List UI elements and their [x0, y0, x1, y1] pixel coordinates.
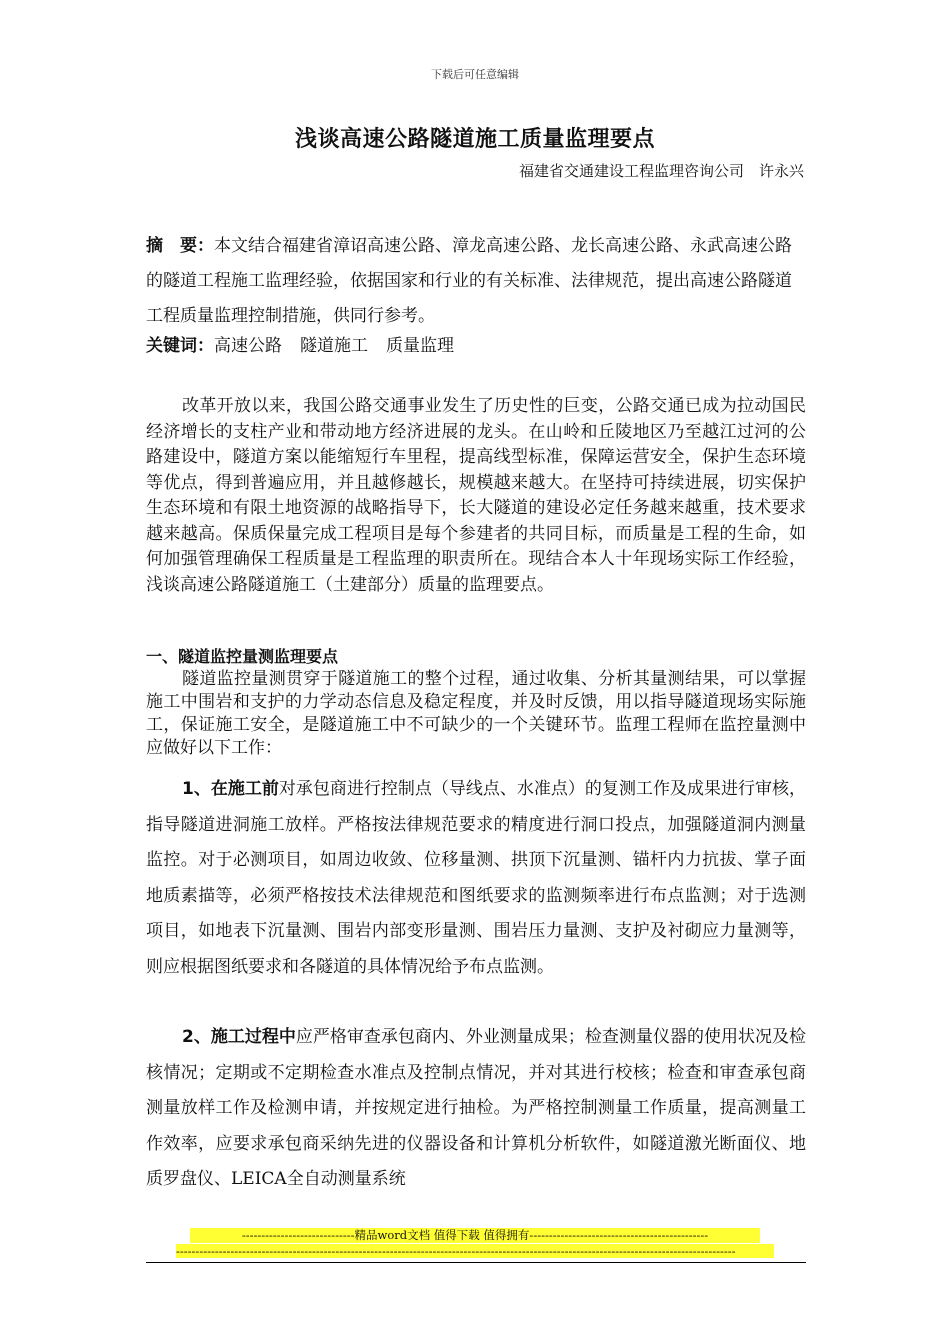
intro-paragraph: 改革开放以来，我国公路交通事业发生了历史性的巨变，公路交通已成为拉动国民经济增长的支柱产业和带动地方经济进展的龙头。在山岭和丘陵地区乃至越江过河的公路建设中，隧道方案以能缩短行车里程，提高线型标准，保障运营安全，保护生态环境等优点，得到普遍应用，并且越修越长，规模越来越大。在坚持可持续进展，切实保护生态环境和有限土地资源的战略指导下，长大隧道的建设必定任务越来越重，技术要求越来越高。保质保量完成工程项目是每个参建者的共同目标，而质量是工程的生命，如何加强管理确保工程质量是工程监理的职责所在。现结合本人十年现场实际工作经验，浅谈高速公路隧道施工（土建部分）质量的监理要点。 [146, 396, 806, 595]
keywords-label: 关键词： [146, 336, 214, 356]
keywords [146, 333, 806, 359]
abstract-text: 本文结合福建省漳诏高速公路、漳龙高速公路、龙长高速公路、永武高速公路的隧道工程施工监理经验，依据国家和行业的有关标准、法律规范，提出高速公路隧道工程质量监理控制措施，供同行参考。 [146, 236, 792, 326]
item-text: 应严格审查承包商内、外业测量成果；检查测量仪器的使用状况及检核情况；定期或不定期检查水准点及控制点情况，并对其进行校核；检查和审查承包商测量放样工作及检测申请，并按规定进行抽检。为严格控制测量工作质量，提高测量工作效率，应要求承包商采纳先进的仪器设备和计算机分析软件，如隧道激光断面仪、地质罗盘仪、LEICA全自动测量系统 [146, 1027, 806, 1189]
footer-rule [146, 1262, 806, 1263]
keyword-item: 质量监理 [386, 336, 454, 356]
keyword-item: 隧道施工 [300, 336, 368, 356]
section-heading: 一、隧道监控量测监理要点 [146, 647, 339, 666]
header-note: 下载后可任意编辑 [431, 68, 519, 81]
page-title: 浅谈高速公路隧道施工质量监理要点 [294, 127, 655, 152]
section-paragraph: 隧道监控量测贯穿于隧道施工的整个过程，通过收集、分析其量测结果，可以掌握施工中围岩和支护的力学动态信息及稳定程度，并及时反馈，用以指导隧道现场实际施工，保证施工安全，是隧道施工中不可缺少的一个关键环节。监理工程师在监控量测中应做好以下工作： [146, 669, 806, 758]
keyword-item: 高速公路 [214, 336, 282, 356]
footer-banner: -----------------------------精品word文档 值得下载 值得拥有---------------------------------------------- [190, 1228, 760, 1243]
footer-dash-line: ------------------------------------------------------------------------------------------------------------------------------------------------ [176, 1244, 774, 1258]
item-text: 对承包商进行控制点（导线点、水准点）的复测工作及成果进行审核，指导隧道进洞施工放样。严格按法律规范要求的精度进行洞口投点，加强隧道洞内测量监控。对于必测项目，如周边收敛、位移量测、拱顶下沉量测、锚杆内力抗拔、掌子面地质素描等，必须严格按技术法律规范和图纸要求的监测频率进行布点监测；对于选测项目，如地表下沉量测、围岩内部变形量测、围岩压力量测、支护及衬砌应力量测等，则应根据图纸要求和各隧道的具体情况给予布点监测。 [146, 779, 806, 977]
author-line: 福建省交通建设工程监理咨询公司 许永兴 [518, 162, 804, 180]
section-item-2 [146, 1020, 806, 1198]
abstract-label: 摘 要： [146, 236, 214, 256]
item-lead: 2、施工过程中 [182, 1027, 296, 1047]
section-item-1 [146, 772, 806, 985]
item-lead: 1、在施工前 [182, 779, 279, 799]
abstract [146, 229, 806, 334]
